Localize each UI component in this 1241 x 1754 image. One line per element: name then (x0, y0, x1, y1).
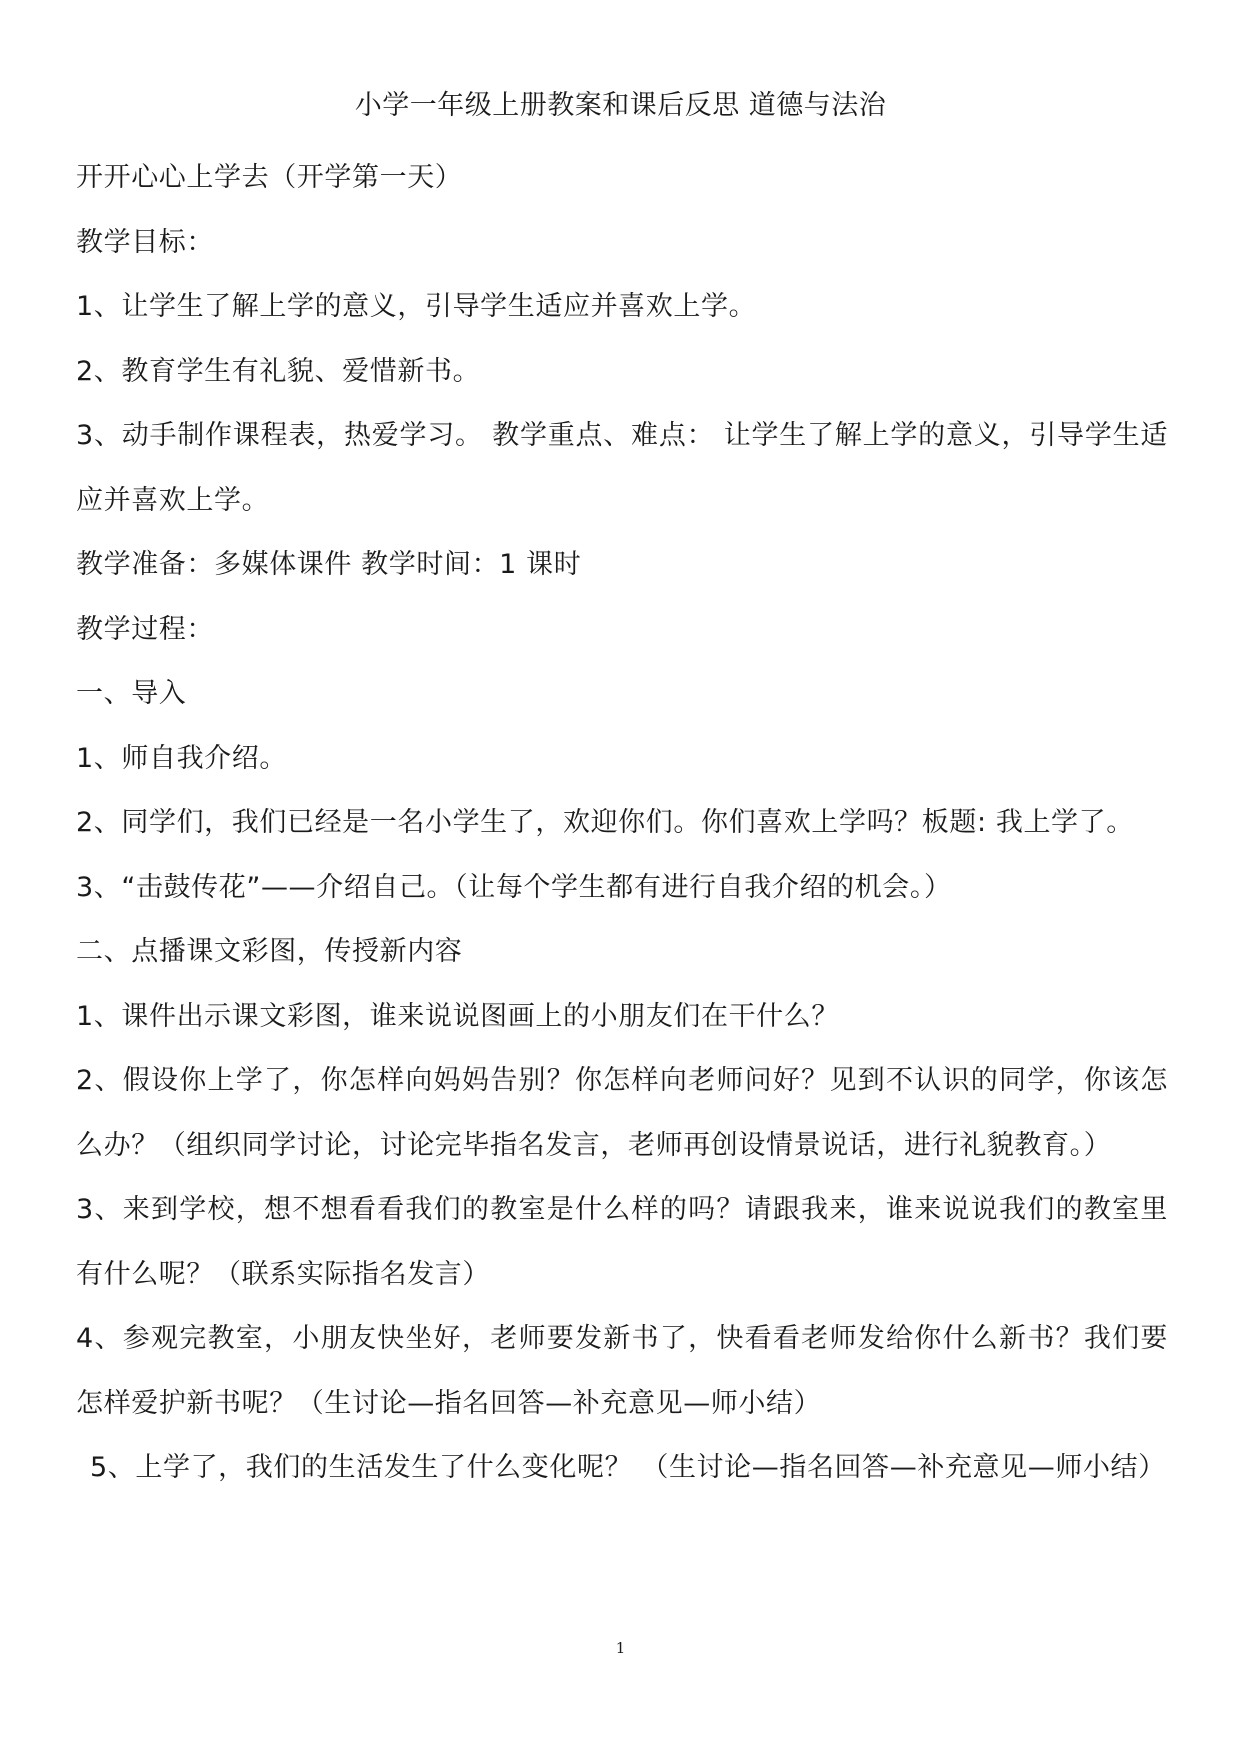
content-step-3: 3、来到学校，想不想看看我们的教室是什么样的吗？请跟我来，谁来说说我们的教室里有什么呢？（联系实际指名发言） (76, 1194, 1168, 1290)
page-number: 1 (615, 1639, 626, 1657)
intro-step-1: 1、师自我介绍。 (76, 742, 287, 774)
objective-item-2: 2、教育学生有礼貌、爱惜新书。 (76, 355, 481, 387)
preparation-line: 教学准备：多媒体课件 教学时间：1 课时 (76, 549, 582, 580)
content-step-2: 2、假设你上学了，你怎样向妈妈告别？你怎样向老师问好？见到不认识的同学，你该怎么办？（组织同学讨论，讨论完毕指名发言，老师再创设情景说话，进行礼貌教育。） (76, 1065, 1168, 1161)
document-title: 小学一年级上册教案和课后反思 道德与法治 (354, 90, 887, 121)
content-step-5: 5、上学了，我们的生活发生了什么变化呢？ （生讨论—指名回答—补充意见—师小结） (90, 1452, 1166, 1483)
document-body (76, 146, 1168, 1501)
intro-step-2: 2、同学们，我们已经是一名小学生了，欢迎你们。你们喜欢上学吗？板题: 我上学了。 (76, 807, 1134, 838)
objective-item-1: 1、让学生了解上学的意义，引导学生适应并喜欢上学。 (76, 291, 757, 322)
intro-step-3: 3、“击鼓传花”——介绍自己。（让每个学生都有进行自我介绍的机会。） (76, 871, 952, 903)
content-step-4: 4、参观完教室，小朋友快坐好，老师要发新书了，快看看老师发给你什么新书？我们要怎样爱护新书呢？（生讨论—指名回答—补充意见—师小结） (76, 1323, 1168, 1419)
section-label-process: 教学过程： (76, 613, 214, 645)
lesson-heading: 开开心心上学去（开学第一天） (76, 162, 463, 193)
content-step-1: 1、课件出示课文彩图，谁来说说图画上的小朋友们在干什么？ (76, 1000, 839, 1032)
part-heading-intro: 一、导入 (76, 678, 187, 709)
part-heading-new-content: 二、点播课文彩图，传授新内容 (76, 936, 463, 967)
objective-item-3: 3、动手制作课程表，热爱学习。 教学重点、难点： 让学生了解上学的意义，引导学生适应并喜欢上学。 (76, 420, 1168, 516)
section-label-objectives: 教学目标： (76, 226, 214, 258)
